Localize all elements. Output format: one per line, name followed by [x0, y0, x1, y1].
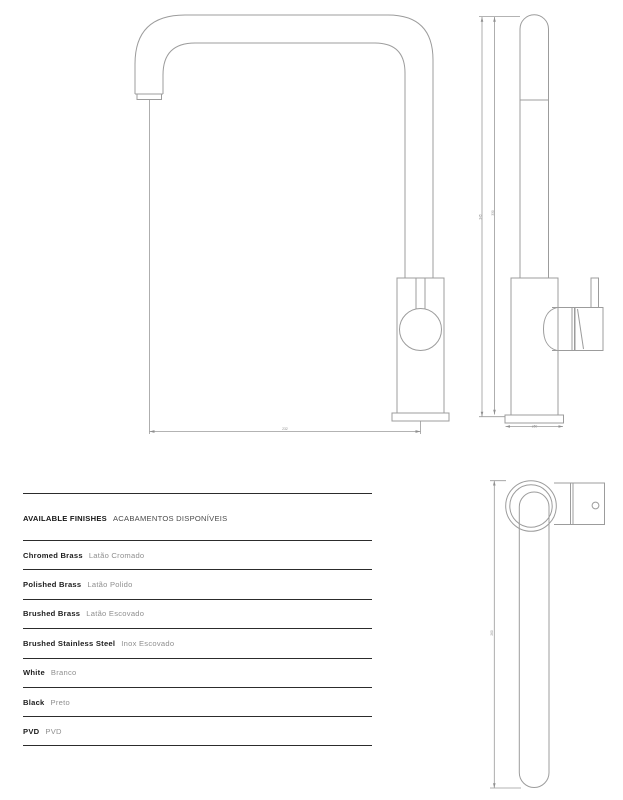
- side-height-outer-label: 345: [478, 214, 483, 220]
- finish-name-en: Brushed Stainless Steel: [23, 638, 116, 648]
- finish-name-pt: Inox Escovado: [121, 638, 175, 648]
- finish-name-en: PVD: [23, 726, 40, 736]
- dim-arrow-top-2: [493, 17, 496, 22]
- finish-name-pt: Latão Polido: [87, 580, 133, 590]
- spout-tip: [135, 94, 163, 100]
- top-length-dimension-label: 260: [490, 630, 494, 636]
- knob-circle: [400, 309, 442, 351]
- spout-outer-outline: [135, 15, 433, 278]
- finish-row-black: [23, 687, 372, 716]
- dim-arrow-base-left: [506, 425, 511, 428]
- lever-stick: [591, 278, 599, 308]
- lever-slant-line: [578, 309, 584, 349]
- finish-name-pt: Branco: [50, 668, 77, 678]
- finish-name-en: Black: [23, 697, 45, 707]
- top-handle-outline: [554, 483, 605, 525]
- front-width-dimension-label: 232: [282, 427, 288, 432]
- width-extension-lines: [150, 100, 421, 435]
- finish-name-pt: Latão Cromado: [88, 550, 145, 560]
- finish-name-pt: Preto: [50, 697, 70, 707]
- spout-inner-outline: [163, 43, 405, 278]
- dim-arrow-top: [493, 481, 496, 486]
- finish-name-en: White: [23, 668, 45, 678]
- base-flange: [392, 413, 449, 421]
- finish-name-en: Brushed Brass: [23, 609, 81, 619]
- finish-name-en: Polished Brass: [23, 580, 82, 590]
- base-diameter-label: ø50: [531, 424, 538, 429]
- handle-bulge: [544, 308, 558, 351]
- dim-arrow-base-right: [559, 425, 564, 428]
- dim-arrow-bottom: [493, 783, 496, 788]
- finish-row-brushed-stainless-steel: [23, 628, 372, 657]
- finish-name-pt: Latão Escovado: [86, 609, 145, 619]
- front-view-drawing: [130, 10, 465, 442]
- top-view-drawing: [458, 470, 623, 795]
- faucet-body: [397, 278, 444, 413]
- finish-row-polished-brass: [23, 569, 372, 598]
- body-inner-circle: [510, 485, 552, 527]
- side-base-flange: [505, 415, 564, 423]
- finish-name-en: Chromed Brass: [23, 550, 83, 560]
- dim-arrow-left: [150, 430, 155, 433]
- dim-arrow-right: [416, 430, 421, 433]
- finishes-table-header: [23, 493, 372, 540]
- side-tube-outline: [520, 15, 549, 278]
- finish-row-chromed-brass: [23, 540, 372, 569]
- spout-arm-capsule: [519, 492, 549, 788]
- handle-screw-circle: [592, 502, 599, 509]
- finish-row-pvd: [23, 716, 372, 745]
- side-height-inner-label: 330: [490, 210, 495, 216]
- handle-collar: [572, 308, 575, 350]
- dim-arrow-top-1: [481, 17, 484, 22]
- finishes-header-pt: ACABAMENTOS DISPONÍVEIS: [112, 514, 228, 523]
- lever-block: [575, 308, 603, 351]
- dim-arrow-bottom-1: [481, 412, 484, 417]
- height-extension-lines: [479, 17, 520, 417]
- finishes-header-en: AVAILABLE FINISHES: [23, 514, 107, 523]
- finishes-table: [23, 493, 372, 746]
- side-view-drawing: [470, 10, 623, 442]
- dim-arrow-bottom-2: [493, 410, 496, 415]
- side-body: [511, 278, 558, 415]
- finish-row-white: [23, 658, 372, 687]
- finish-name-pt: PVD: [45, 726, 62, 736]
- finish-row-brushed-brass: [23, 599, 372, 628]
- body-slot: [416, 278, 425, 309]
